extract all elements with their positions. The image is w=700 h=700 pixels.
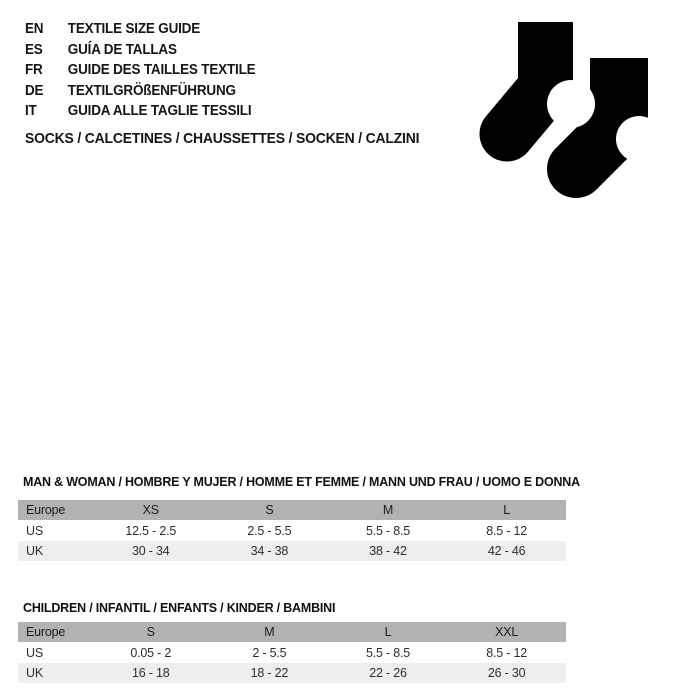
table-row-us [18,521,566,542]
table-header-cell: M [329,500,448,521]
table-header-cell: XXL [447,622,566,643]
region-cell: US [18,521,91,542]
table-header-cell: L [329,622,448,643]
language-list [25,19,255,122]
language-code: IT [25,103,37,120]
region-cell: UK [18,663,91,683]
language-label: GUIDE DES TAILLES TEXTILE [67,62,256,79]
table-header-row [18,622,566,643]
language-code: DE [25,82,44,99]
table-cell: 2 - 5.5 [210,643,329,664]
socks-icon [470,14,670,214]
size-table-man-woman [18,474,580,561]
table-cell: 30 - 34 [91,541,210,561]
table-cell: 8.5 - 12 [447,521,566,542]
table-header-cell: S [91,622,210,643]
table-title: MAN & WOMAN / HOMBRE Y MUJER / HOMME ET FEMME / MANN UND FRAU / UOMO E DONNA [23,474,580,489]
language-row-en [25,19,255,40]
language-code: EN [25,21,44,38]
sock-heel-cut [616,116,662,162]
table-cell: 34 - 38 [210,541,329,561]
table-cell: 2.5 - 5.5 [210,521,329,542]
language-row-de [25,81,255,102]
table-cell: 0.05 - 2 [91,643,210,664]
language-label: TEXTILE SIZE GUIDE [67,21,201,38]
table-header-cell: XS [91,500,210,521]
table-cell: 26 - 30 [447,663,566,683]
language-row-it [25,101,255,122]
category-line: SOCKS / CALCETINES / CHAUSSETTES / SOCKEN / CALZINI [25,130,420,147]
table-header-row [18,500,566,521]
table-cell: 38 - 42 [329,541,448,561]
table-header-cell: S [210,500,329,521]
table-cell: 5.5 - 8.5 [329,521,448,542]
size-table [18,622,566,683]
table-cell: 5.5 - 8.5 [329,643,448,664]
size-table [18,500,566,561]
table-header-cell: M [210,622,329,643]
table-cell: 12.5 - 2.5 [91,521,210,542]
table-cell: 16 - 18 [91,663,210,683]
table-cell: 18 - 22 [210,663,329,683]
table-cell: 42 - 46 [447,541,566,561]
table-title: CHILDREN / INFANTIL / ENFANTS / KINDER / BAMBINI [23,600,336,615]
region-cell: US [18,643,91,664]
table-header-cell: Europe [18,622,91,643]
table-row-us [18,643,566,664]
language-row-es [25,40,255,61]
table-cell: 8.5 - 12 [447,643,566,664]
language-label: GUÍA DE TALLAS [67,41,177,58]
table-header-cell: Europe [18,500,91,521]
language-row-fr [25,60,255,81]
language-code: ES [25,41,43,58]
table-row-uk [18,541,566,561]
sock-heel-cut [547,80,595,128]
language-label: TEXTILGRÖßENFÜHRUNG [67,82,236,99]
table-header-cell: L [447,500,566,521]
table-row-uk [18,663,566,683]
region-cell: UK [18,541,91,561]
table-cell: 22 - 26 [329,663,448,683]
language-label: GUIDA ALLE TAGLIE TESSILI [67,103,252,120]
language-code: FR [25,62,43,79]
size-table-children [18,600,566,683]
